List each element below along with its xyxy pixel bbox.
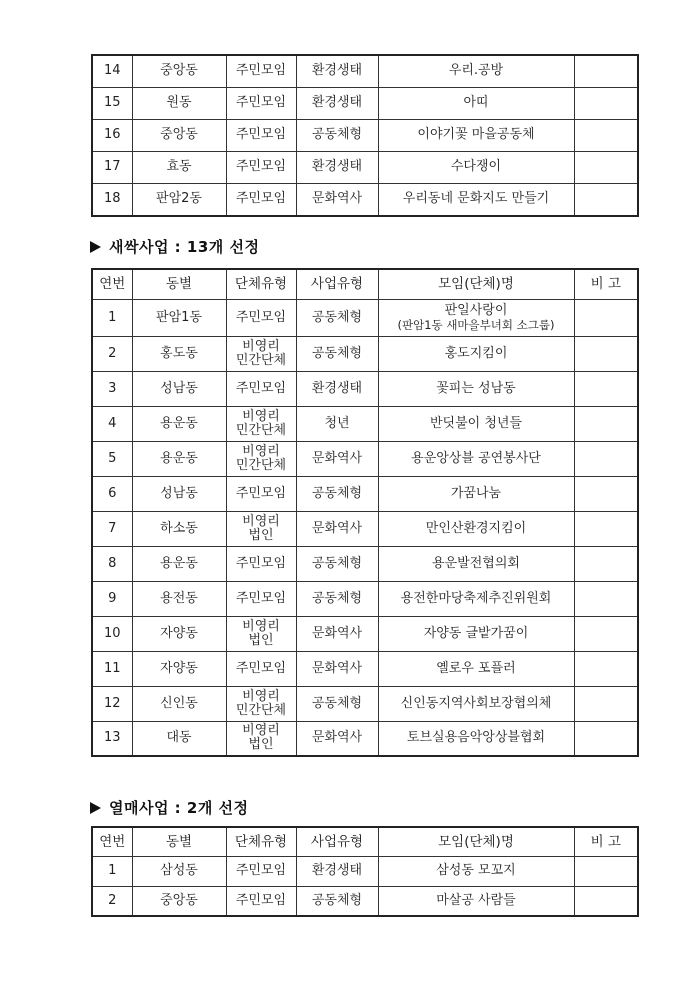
table-row: [92, 406, 638, 441]
cell-no: 13: [92, 721, 132, 756]
cell-name: 만인산환경지킴이: [378, 511, 574, 546]
cell-dong: 용운동: [132, 546, 226, 581]
cell-no: 1: [92, 856, 132, 886]
cell-name: 자양동 글밭가꿈이: [378, 616, 574, 651]
header-biz: 사업유형: [296, 827, 378, 856]
cell-dong: 하소동: [132, 511, 226, 546]
cell-biz: 문화역사: [296, 441, 378, 476]
header-type: 단체유형: [226, 827, 296, 856]
header-dong: 동별: [132, 827, 226, 856]
cell-no: 3: [92, 371, 132, 406]
cell-note: [574, 651, 638, 686]
cell-type: 주민모임: [226, 651, 296, 686]
cell-name: 가꿈나눔: [378, 476, 574, 511]
table-header: [92, 269, 638, 299]
section-title-text: 열매사업 : 2개 선정: [109, 799, 249, 817]
cell-name: 옐로우 포플러: [378, 651, 574, 686]
cell-name: 반딧불이 청년들: [378, 406, 574, 441]
cell-note: [574, 441, 638, 476]
cell-type: 주민모임: [226, 886, 296, 916]
table-body: [92, 55, 638, 216]
cell-dong: 중앙동: [132, 119, 226, 151]
cell-dong: 용전동: [132, 581, 226, 616]
cell-dong: 홍도동: [132, 336, 226, 371]
cell-type: [226, 686, 296, 721]
cell-note: [574, 406, 638, 441]
cell-type: [226, 336, 296, 371]
header-row: [92, 269, 638, 299]
cell-biz: 공동체형: [296, 581, 378, 616]
cell-biz: 문화역사: [296, 616, 378, 651]
cell-biz: 환경생태: [296, 55, 378, 87]
type-subline: 민간단체: [235, 352, 287, 368]
cell-note: [574, 336, 638, 371]
cell-name: 용운발전협의회: [378, 546, 574, 581]
header-note: 비 고: [574, 269, 638, 299]
table-row: [92, 441, 638, 476]
cell-name: 우리동네 문화지도 만들기: [378, 183, 574, 216]
cell-name: 아띠: [378, 87, 574, 119]
type-subline: 법인: [248, 527, 274, 543]
cell-no: 5: [92, 441, 132, 476]
cell-dong: 신인동: [132, 686, 226, 721]
type-line: 비영리: [242, 688, 280, 704]
cell-type: 주민모임: [226, 55, 296, 87]
table-body: [92, 299, 638, 756]
name-subline: (판암1동 새마을부녀회 소그룹): [397, 317, 555, 332]
cell-type: 주민모임: [226, 371, 296, 406]
cell-note: [574, 87, 638, 119]
cell-no: 7: [92, 511, 132, 546]
cell-name: 용전한마당축제추진위원회: [378, 581, 574, 616]
table-sprout: [91, 268, 639, 757]
cell-type: 주민모임: [226, 87, 296, 119]
cell-biz: 공동체형: [296, 119, 378, 151]
cell-type: 주민모임: [226, 299, 296, 336]
cell-note: [574, 886, 638, 916]
triangle-bullet-icon: [90, 241, 101, 253]
table-row: [92, 616, 638, 651]
cell-dong: 효동: [132, 151, 226, 183]
header-name: 모임(단체)명: [378, 827, 574, 856]
table-fruit: [91, 826, 639, 917]
section-title-fruit: [90, 797, 249, 818]
cell-biz: 문화역사: [296, 651, 378, 686]
cell-note: [574, 856, 638, 886]
cell-no: 11: [92, 651, 132, 686]
header-biz: 사업유형: [296, 269, 378, 299]
cell-biz: 공동체형: [296, 546, 378, 581]
cell-dong: 원동: [132, 87, 226, 119]
cell-biz: 공동체형: [296, 476, 378, 511]
cell-note: [574, 476, 638, 511]
cell-no: 16: [92, 119, 132, 151]
cell-biz: 환경생태: [296, 371, 378, 406]
header-type: 단체유형: [226, 269, 296, 299]
type-subline: 법인: [248, 632, 274, 648]
table-row: [92, 183, 638, 216]
cell-note: [574, 686, 638, 721]
table-row: [92, 651, 638, 686]
type-line: 비영리: [242, 443, 280, 459]
cell-no: 14: [92, 55, 132, 87]
cell-biz: 청년: [296, 406, 378, 441]
cell-dong: 대동: [132, 721, 226, 756]
cell-no: 2: [92, 886, 132, 916]
cell-no: 2: [92, 336, 132, 371]
cell-dong: 판암2동: [132, 183, 226, 216]
cell-no: 4: [92, 406, 132, 441]
cell-dong: 중앙동: [132, 886, 226, 916]
header-dong: 동별: [132, 269, 226, 299]
cell-type: 주민모임: [226, 183, 296, 216]
cell-note: [574, 55, 638, 87]
cell-note: [574, 616, 638, 651]
cell-name: 수다쟁이: [378, 151, 574, 183]
table-row: [92, 87, 638, 119]
table-row: [92, 151, 638, 183]
cell-name: 홍도지킴이: [378, 336, 574, 371]
table-row: [92, 119, 638, 151]
header-no: 연번: [92, 269, 132, 299]
cell-dong: 용운동: [132, 441, 226, 476]
cell-biz: 공동체형: [296, 886, 378, 916]
table-row: [92, 476, 638, 511]
cell-note: [574, 581, 638, 616]
cell-dong: 자양동: [132, 651, 226, 686]
cell-biz: 환경생태: [296, 151, 378, 183]
type-subline: 민간단체: [235, 457, 287, 473]
section-title-sprout: [90, 236, 259, 257]
table-row: [92, 886, 638, 916]
name-line: 판일사랑이: [444, 302, 508, 318]
cell-no: 6: [92, 476, 132, 511]
cell-note: [574, 119, 638, 151]
cell-no: 8: [92, 546, 132, 581]
cell-name: 신인동지역사회보장협의체: [378, 686, 574, 721]
cell-type: [226, 511, 296, 546]
header-row: [92, 827, 638, 856]
table-row: [92, 299, 638, 336]
type-line: 비영리: [242, 338, 280, 354]
cell-name: 꽃피는 성남동: [378, 371, 574, 406]
cell-name: 용운앙상블 공연봉사단: [378, 441, 574, 476]
table-header: [92, 827, 638, 856]
cell-dong: 성남동: [132, 371, 226, 406]
header-no: 연번: [92, 827, 132, 856]
cell-type: [226, 441, 296, 476]
cell-biz: 환경생태: [296, 87, 378, 119]
cell-no: 17: [92, 151, 132, 183]
table-row: [92, 856, 638, 886]
cell-dong: 성남동: [132, 476, 226, 511]
cell-note: [574, 151, 638, 183]
table-row: [92, 686, 638, 721]
type-line: 비영리: [242, 618, 280, 634]
cell-note: [574, 721, 638, 756]
table-row: [92, 336, 638, 371]
cell-type: 주민모임: [226, 856, 296, 886]
type-subline: 민간단체: [235, 422, 287, 438]
cell-biz: 공동체형: [296, 336, 378, 371]
cell-biz: 문화역사: [296, 183, 378, 216]
cell-dong: 삼성동: [132, 856, 226, 886]
cell-name: [378, 299, 574, 336]
table-row: [92, 55, 638, 87]
header-note: 비 고: [574, 827, 638, 856]
cell-name: 토브실용음악앙상블협회: [378, 721, 574, 756]
cell-note: [574, 546, 638, 581]
table-row: [92, 546, 638, 581]
cell-no: 1: [92, 299, 132, 336]
cell-dong: 중앙동: [132, 55, 226, 87]
table-continued: [91, 54, 639, 217]
cell-name: 삼성동 모꼬지: [378, 856, 574, 886]
table-row: [92, 581, 638, 616]
cell-type: 주민모임: [226, 151, 296, 183]
cell-type: 주민모임: [226, 476, 296, 511]
type-subline: 법인: [248, 737, 274, 753]
cell-no: 10: [92, 616, 132, 651]
cell-note: [574, 183, 638, 216]
cell-no: 15: [92, 87, 132, 119]
section-title-text: 새싹사업 : 13개 선정: [109, 238, 260, 256]
cell-type: 주민모임: [226, 581, 296, 616]
cell-name: 이야기꽃 마을공동체: [378, 119, 574, 151]
cell-note: [574, 371, 638, 406]
cell-dong: 판암1동: [132, 299, 226, 336]
cell-dong: 자양동: [132, 616, 226, 651]
cell-biz: 문화역사: [296, 511, 378, 546]
type-line: 비영리: [242, 513, 280, 529]
cell-type: [226, 406, 296, 441]
cell-biz: 공동체형: [296, 299, 378, 336]
type-subline: 민간단체: [235, 702, 287, 718]
table-row: [92, 511, 638, 546]
cell-note: [574, 511, 638, 546]
cell-type: [226, 616, 296, 651]
cell-name: 우리.공방: [378, 55, 574, 87]
cell-dong: 용운동: [132, 406, 226, 441]
cell-name: 마살공 사람들: [378, 886, 574, 916]
cell-no: 9: [92, 581, 132, 616]
type-line: 비영리: [242, 408, 280, 424]
triangle-bullet-icon: [90, 802, 101, 814]
cell-biz: 환경생태: [296, 856, 378, 886]
cell-no: 18: [92, 183, 132, 216]
header-name: 모임(단체)명: [378, 269, 574, 299]
type-line: 비영리: [242, 723, 280, 739]
cell-type: [226, 721, 296, 756]
table-body: [92, 856, 638, 916]
cell-type: 주민모임: [226, 546, 296, 581]
table-row: [92, 371, 638, 406]
cell-biz: 문화역사: [296, 721, 378, 756]
cell-biz: 공동체형: [296, 686, 378, 721]
cell-note: [574, 299, 638, 336]
cell-no: 12: [92, 686, 132, 721]
cell-type: 주민모임: [226, 119, 296, 151]
table-row: [92, 721, 638, 756]
